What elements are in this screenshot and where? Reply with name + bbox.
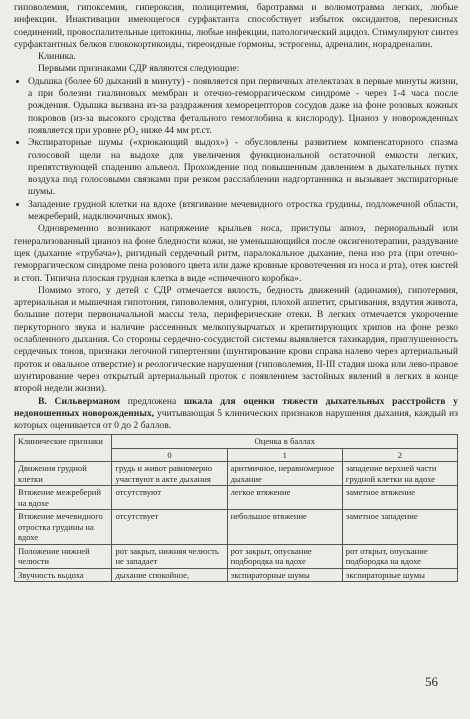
list-item: • Западение грудной клетки на вдохе (втягивание мечевидного отростка грудины, подложечной области, межреберий, надключичных ямок). [28,199,458,224]
table-cell: отсутствуют [112,486,227,510]
table-cell: грудь и живот равномерно участвуют в акте дыхания [112,462,227,486]
silverman-table [14,434,458,582]
silverman-rest: учитывающая 5 клинических признаков нарушения дыхания, каждый из которых оценивается от 0 до 2 баллов. [14,407,458,432]
table-row [15,486,458,510]
table-cell: заметное западение [342,510,457,545]
silverman-paragraph [14,396,458,433]
paragraph-mid-2: Помимо этого, у детей с СДР отмечается вялость, бедность движений (адинамия), гипотермия, артериальная и мышечная гипотония, гиповолемия, олигурия, плохой аппетит, срыгивания, вздутия живота, большие потери первоначальной массы тела, периферические отеки. В легких отмечается укорочение перкуторного звука и наличие рассеянных мелкопузырчатых и крепитирующих хрипов на фоне резко ослабленного дыхания. Со стороны сердечно-сосудистой системы выявляется тахикардия, приглушенность сердечных тонов, признаки легочной гипертензии (шунтирование крови справа налево через артериальный проток и овальное отверстие) и реологические нарушения (гиповолемия, II-III стадия шока или лево-правое шунтирование через открытый артериальный проток с появлением застойных явлений в легких в конце второй недели жизни). [14,284,458,395]
symptom-list [14,76,458,224]
paragraph-top: гиповолемия, гипоксемия, гипероксия, полицитемия, баротравма и волюмотравма легких, любые инфекции. Инактивации имеющегося сурфактанта способствует избыток оксидантов, перекисных соединений, провоспалительные цитокины, любые инфекции, патологический ацидоз. Стимулируют синтез сурфактантных белков глюкокортикоиды, тиреоидные гормоны, эстрогены, адреналин, норадреналин. [14,2,458,50]
table-cell: Звучность выдоха [15,568,112,582]
table-cell: экспираторные шумы [227,568,342,582]
table-col-1: 1 [227,448,342,462]
table-cell: рот открыт, опускание подбородка на вдохе [342,544,457,568]
table-cell: Втяжение мечевидного отростка грудины на вдохе [15,510,112,545]
table-col-2: 2 [342,448,457,462]
table-cell: рот закрыт, опускание подбородка на вдохе [227,544,342,568]
table-cell: легкое втяжение [227,486,342,510]
silverman-scale: шкала для оценки тяжести дыхательных расстройств у недоношенных новорожденных, [14,395,458,419]
table-cell: аритмичное, неравномерное дыхание [227,462,342,486]
list-item: • Экспираторные шумы («хрюкающий выдох») - обусловлены развитием компенсаторного спазма голосовой щели на выдохе для увеличения функциональной остаточной емкости легких, препятствующей спадению альвеол. Прохождение под повышенным давлением в дыхательных путях воздуха под голосовыми связками при резком расслаблении надгортанника и вызывает экспираторные шумы. [28,137,458,198]
table-cell: отсутствует [112,510,227,545]
table-row [15,544,458,568]
table-row [15,462,458,486]
table-row [15,510,458,545]
table-cell: западение верхней части грудной клетки на вдохе [342,462,457,486]
clinic-heading: Клиника. [38,51,76,63]
table-col-0: 0 [112,448,227,462]
silverman-mid: предложена [120,395,184,407]
page-text [14,2,458,582]
table-cell: рот закрыт, нижняя челюсть не западает [112,544,227,568]
table-cell: Движения грудной клетки [15,462,112,486]
table-cell: дыхание спокойное, [112,568,227,582]
paragraph-mid-1: Одновременно возникают напряжение крыльев носа, приступы апноэ, периоральный или генерализованный цианоз на фоне бледности кожи, не уменьшающийся после оксигенотерапии, раздувание щек (дыхание «трубача»), ригидный сердечный ритм, паралокальное дыхание, пена изо рта (при отечно-геморрагическом синдроме пена розового цвета или даже кровные кровотечения из носа и рта), отек кистей и стоп. Типична плоская грудная клетка в виде «спичечного коробка». [14,223,458,284]
silverman-name: В. Сильверманом [38,395,121,407]
table-cell: Положение нижней челюсти [15,544,112,568]
table-header-sign: Клинические признаки [15,435,112,462]
table-cell: Втяжение межреберий на вдохе [15,486,112,510]
table-row [15,568,458,582]
table-cell: небольшое втяжение [227,510,342,545]
page-number: 56 [425,674,438,689]
intro-text: Первыми признаками СДР являются следующие: [38,63,240,75]
table-cell: экспираторные шумы [342,568,457,582]
list-item: • Одышка (более 60 дыханий в минуту) - появляется при первичных ателектазах в первые минуты жизни, а при болезни гиалиновых мембран и отечно-геморрагическом синдроме - через 1-4 часа после рождения. Одышка вызвана из-за раздражения хеморецепторов сосудов даже на фоне розовых кожных покровов (из-за высокого сродства фетального гемоглобина к кислороду). Цианоз у новорожденных появляется при уровне pO₂ ниже 44 мм рт.ст. [28,76,458,137]
table-header-score: Оценка в баллах [112,435,458,449]
table-cell: заметное втяжение [342,486,457,510]
